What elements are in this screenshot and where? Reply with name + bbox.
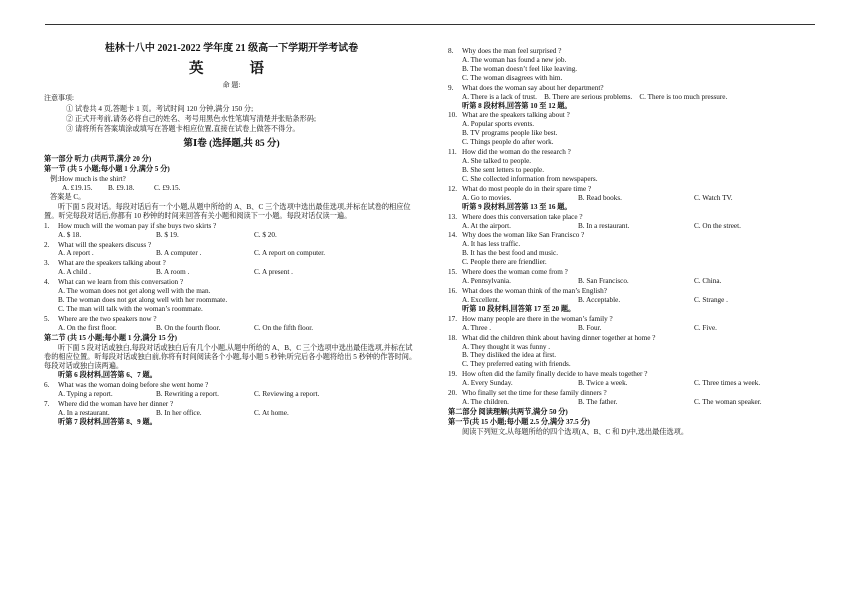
- text-line: C. At home.: [254, 409, 289, 418]
- text-line: B. $ 19.: [156, 230, 179, 239]
- question-stem: [448, 370, 820, 379]
- text-line: Who finally set the time for these family dinners ?: [462, 389, 607, 398]
- text-line: What was the woman doing before she went home ?: [58, 381, 209, 390]
- question-stem: [448, 185, 820, 194]
- part2-instructions: 阅读下列短文,从每题所给的四个选项(A、B、C 和 D)中,选出最佳选项。: [462, 427, 689, 436]
- example-question: 例:How much is the shirt?: [50, 175, 126, 184]
- text-line: C. Things people do after work.: [462, 138, 554, 147]
- text-line: What are the speakers talking about ?: [58, 259, 166, 268]
- text-line: C. Watch TV.: [694, 193, 733, 202]
- text-line: 13.: [448, 212, 457, 221]
- listen-instruction: 听第 6 段材料,回答第 6、7 题。: [58, 371, 157, 380]
- text-line: C. The woman disagrees with him.: [462, 73, 563, 82]
- text-line: 8.: [448, 47, 454, 55]
- text-line: What are the speakers talking about ?: [462, 111, 570, 120]
- text-line: 14.: [448, 231, 457, 240]
- question-stem: [448, 389, 820, 398]
- option-row: [44, 324, 419, 333]
- question-4: [44, 278, 419, 314]
- notice-title: 注意事项:: [44, 94, 74, 103]
- notice-item: ① 试卷共 4 页,答题卡 1 页。考试时间 120 分钟,满分 150 分;: [66, 104, 254, 113]
- text-line: 17.: [448, 314, 457, 323]
- question-15: [448, 268, 820, 286]
- text-line: A. The children.: [462, 398, 509, 407]
- text-line: What does the woman say about her department?: [462, 83, 604, 92]
- text-line: 5.: [44, 314, 50, 323]
- text-line: C. $ 20.: [254, 230, 277, 239]
- text-line: A. They thought it was funny .: [462, 342, 551, 351]
- text-line: C. A report on computer.: [254, 249, 326, 258]
- right-column: [448, 46, 820, 438]
- listen-instruction: 听第 10 段材料,回答第 17 至 20 题。: [462, 304, 576, 313]
- listen-instruction: 听第 8 段材料,回答第 10 至 12 题。: [462, 101, 572, 110]
- option-row: [44, 409, 419, 418]
- question-13: [448, 213, 820, 231]
- question-stem: [448, 334, 820, 343]
- text-line: B. On the fourth floor.: [156, 323, 221, 332]
- question-stem: [448, 231, 820, 240]
- question-1: [44, 222, 419, 240]
- text-line: A. Go to movies.: [462, 193, 512, 202]
- text-line: C. China.: [694, 277, 722, 286]
- text-line: B. Read books.: [578, 193, 622, 202]
- question-stem: [44, 241, 419, 250]
- text-line: C. Strange .: [694, 295, 728, 304]
- text-line: C. Reviewing a report.: [254, 390, 320, 399]
- text-line: B. In a restaurant.: [578, 221, 630, 230]
- text-line: What can we learn from this conversation ?: [58, 278, 184, 287]
- question-stem: [448, 111, 820, 120]
- question-10: [448, 111, 820, 147]
- question-stem: [448, 287, 820, 296]
- text-line: B. Four.: [578, 323, 602, 332]
- text-line: 2.: [44, 240, 50, 249]
- text-line: C. On the street.: [694, 221, 741, 230]
- text-line: A. It has less traffic.: [462, 240, 521, 249]
- text-line: Why does the man feel surprised ?: [462, 47, 562, 55]
- text-line: A. Popular sports events.: [462, 120, 535, 129]
- question-5: [44, 315, 419, 333]
- text-line: A. In a restaurant.: [58, 409, 110, 418]
- option-row: [448, 398, 820, 407]
- question-stem: [44, 315, 419, 324]
- text-line: A. $ 18.: [58, 230, 82, 239]
- text-line: 1.: [44, 221, 50, 230]
- text-line: What do most people do in their spare time ?: [462, 184, 592, 193]
- text-line: How often did the family finally decide to have meals together ?: [462, 370, 648, 379]
- listen-instruction: 听第 7 段材料,回答第 8、9 题。: [58, 418, 157, 427]
- text-line: B. San Francisco.: [578, 277, 629, 286]
- text-line: B. It has the best food and music.: [462, 249, 559, 258]
- question-7: [44, 400, 419, 418]
- question-stem: [44, 222, 419, 231]
- question-stem: [448, 47, 820, 56]
- option-row: [448, 277, 820, 286]
- text-line: B. They disliked the idea at first.: [462, 351, 557, 360]
- text-line: B. TV programs people like best.: [462, 129, 558, 138]
- question-18: [448, 334, 820, 370]
- option-row: [448, 324, 820, 333]
- text-line: B. A room .: [156, 268, 190, 277]
- text-line: B. The woman doesn’t feel like leaving.: [462, 64, 578, 73]
- text-line: 15.: [448, 268, 457, 277]
- question-16: [448, 287, 820, 305]
- sec1-instructions: 听下面 5 段对话。每段对话后有一个小题,从题中所给的 A、B、C 三个选项中选出最佳选项,并标在试卷的相应位置。听完每段对话后,你都有 10 秒钟的时间来回答有关小题和阅读下一小题。每段对话仅读一遍。: [44, 202, 411, 220]
- question-stem: [44, 400, 419, 409]
- text-line: B. A computer .: [156, 249, 202, 258]
- text-line: What will the speakers discuss ?: [58, 240, 152, 249]
- notice-item: ③ 请将所有答案填涂或填写在答题卡相应位置,直接在试卷上做答不得分。: [66, 124, 300, 133]
- option-row: [44, 249, 419, 258]
- part1-title: 第一部分 听力 (共两节,满分 20 分): [44, 155, 152, 164]
- text-line: 12.: [448, 184, 457, 193]
- header-rule: [45, 24, 815, 25]
- part1-sec2-title: 第二节 (共 15 小题;每小题 1 分,满分 15 分): [44, 333, 177, 342]
- example-options: [44, 184, 419, 193]
- text-line: 3.: [44, 259, 50, 268]
- text-line: 11.: [448, 148, 457, 157]
- text-line: Where are the two speakers now ?: [58, 314, 157, 323]
- text-line: A. The woman has found a new job.: [462, 55, 567, 64]
- question-stem: [44, 381, 419, 390]
- text-line: C. On the fifth floor.: [254, 323, 314, 332]
- text-line: A. On the first floor.: [58, 323, 117, 332]
- text-line: Where did the woman have her dinner ?: [58, 400, 174, 409]
- volume-title: 第Ⅰ卷 (选择题,共 85 分): [183, 139, 280, 150]
- text-line: C. People there are friendlier.: [462, 258, 547, 267]
- text-line: A. She talked to people.: [462, 157, 532, 166]
- question-3: [44, 259, 419, 277]
- text-line: B. Twice a week.: [578, 379, 628, 388]
- exam-author: 命 题:: [222, 81, 241, 90]
- text-line: 4.: [44, 278, 50, 287]
- question-stem: [448, 148, 820, 157]
- option-row: [448, 222, 820, 231]
- text-line: What does the woman think of the man’s English?: [462, 286, 607, 295]
- question-11: [448, 148, 820, 184]
- listen-instruction: 听第 9 段材料,回答第 13 至 16 题。: [462, 202, 572, 211]
- option-row: [44, 231, 419, 240]
- example-option: C. £9.15.: [154, 184, 181, 192]
- text-line: A. A report .: [58, 249, 94, 258]
- text-line: 18.: [448, 333, 457, 342]
- text-line: 19.: [448, 370, 457, 379]
- text-line: 10.: [448, 111, 457, 120]
- option-row: [448, 296, 820, 305]
- text-line: B. Acceptable.: [578, 295, 621, 304]
- question-17: [448, 315, 820, 333]
- example-answer: 答案是 C。: [50, 192, 86, 201]
- text-line: C. The man will talk with the woman’s roommate.: [58, 304, 203, 313]
- text-line: 20.: [448, 389, 457, 398]
- text-line: A. There is a lack of trust. B. There are serious problems. C. There is too much pressure.: [462, 92, 728, 101]
- text-line: A. Pennsylvania.: [462, 277, 511, 286]
- text-line: Why does the woman like San Francisco ?: [462, 231, 585, 240]
- text-line: What did the children think about having dinner together at home ?: [462, 333, 656, 342]
- question-9: [448, 84, 820, 102]
- exam-title: 桂林十八中 2021-2022 学年度 21 级高一下学期开学考试卷: [104, 43, 359, 54]
- text-line: C. They preferred eating with friends.: [462, 360, 571, 369]
- question-stem: [448, 213, 820, 222]
- question-stem: [44, 259, 419, 268]
- question-stem: [44, 278, 419, 287]
- question-14: [448, 231, 820, 267]
- example-option: A. £19.15.: [62, 184, 93, 192]
- text-line: B. The woman does not get along well with her roommate.: [58, 296, 228, 305]
- option-row: [448, 379, 820, 388]
- notice-item: ② 正式开考前,请务必将自己的姓名、考号用黑色水性笔填写清楚并张贴条形码;: [66, 114, 316, 123]
- part1-sec1-title: 第一节 (共 5 小题;每小题 1 分,满分 5 分): [44, 165, 170, 174]
- left-column: [44, 43, 419, 427]
- question-2: [44, 241, 419, 259]
- text-line: A. Three .: [462, 323, 492, 332]
- question-8: [448, 47, 820, 83]
- text-line: C. Five.: [694, 323, 717, 332]
- question-stem: [448, 84, 820, 93]
- text-line: How did the woman do the research ?: [462, 148, 571, 157]
- text-line: C. She collected information from newspapers.: [462, 174, 598, 183]
- text-line: A. Typing a report.: [58, 390, 113, 399]
- text-line: C. The woman speaker.: [694, 398, 762, 407]
- option-row: [44, 390, 419, 399]
- text-line: B. She sent letters to people.: [462, 165, 545, 174]
- text-line: B. Rewriting a report.: [156, 390, 219, 399]
- text-line: 6.: [44, 381, 50, 390]
- part2-title: 第二部分 阅读理解(共两节,满分 50 分): [448, 407, 568, 416]
- option-row: [44, 268, 419, 277]
- text-line: Where does this conversation take place ?: [462, 212, 583, 221]
- text-line: How many people are there in the woman’s family ?: [462, 314, 613, 323]
- text-line: 16.: [448, 286, 457, 295]
- text-line: C. Three times a week.: [694, 379, 761, 388]
- question-19: [448, 370, 820, 388]
- question-12: [448, 185, 820, 203]
- text-line: A. Excellent.: [462, 295, 500, 304]
- text-line: A. At the airport.: [462, 221, 511, 230]
- question-stem: [448, 315, 820, 324]
- text-line: 7.: [44, 400, 50, 409]
- exam-subject: 英语: [189, 61, 310, 78]
- text-line: How much will the woman pay if she buys two skirts ?: [58, 221, 217, 230]
- text-line: C. A present .: [254, 268, 293, 277]
- text-line: B. In her office.: [156, 409, 202, 418]
- question-stem: [448, 268, 820, 277]
- part2-sec1-title: 第一节(共 15 小题;每小题 2.5 分,满分 37.5 分): [448, 417, 590, 426]
- question-20: [448, 389, 820, 407]
- text-line: A. Every Sunday.: [462, 379, 513, 388]
- text-line: Where does the woman come from ?: [462, 268, 568, 277]
- text-line: A. The woman does not get along well with the man.: [58, 287, 211, 296]
- sec2-instructions: 听下面 5 段对话或独白,每段对话或独白后有几个小题,从题中所给的 A、B、C 三个选项中选出最佳选项,并标在试卷的相应位置。听每段对话或独白前,你将有时间阅读各个小题,每小题 5 秒钟;听完后各小题将给出 5 秒钟的作答时间。每段对话或独白读两遍。: [44, 343, 417, 370]
- option-row: [448, 194, 820, 203]
- text-line: B. The father.: [578, 398, 618, 407]
- text-line: A. A child .: [58, 268, 91, 277]
- example-option: B. £9.18.: [108, 184, 135, 192]
- text-line: 9.: [448, 83, 454, 92]
- question-6: [44, 381, 419, 399]
